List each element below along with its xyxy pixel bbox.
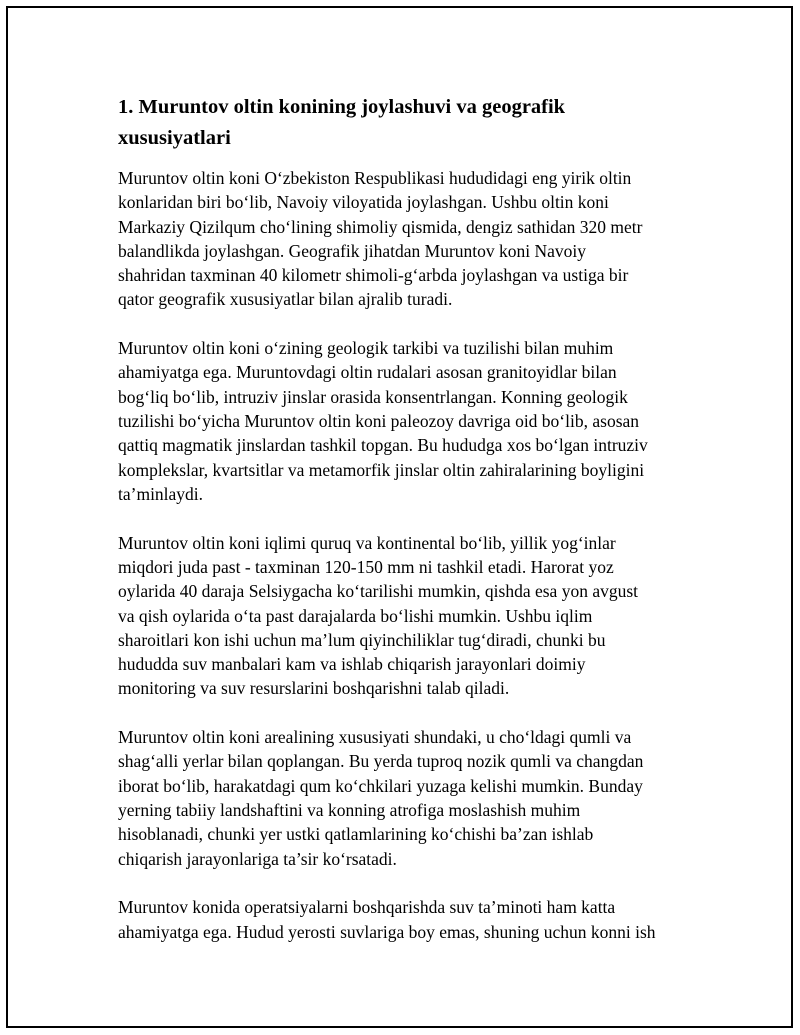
- text-line: konlaridan biri bo‘lib, Navoiy viloyatida joylashgan. Ushbu oltin koni: [118, 192, 609, 213]
- text-line: chiqarish jarayonlariga ta’sir ko‘rsatadi.: [118, 848, 397, 869]
- text-line: sharoitlari kon ishi uchun ma’lum qiyinchiliklar tug‘diradi, chunki bu: [118, 629, 606, 650]
- text-line: tuzilishi bo‘yicha Muruntov oltin koni paleozoy davriga oid bo‘lib, asosan: [118, 411, 640, 432]
- text-line: hisoblanadi, chunki yer ustki qatlamlarining ko‘chishi ba’zan ishlab: [118, 824, 594, 845]
- text-line: Muruntov konida operatsiyalarni boshqarishda suv ta’minoti ham katta: [118, 897, 616, 918]
- text-line: qator geografik xususiyatlar bilan ajralib turadi.: [118, 289, 453, 310]
- heading-line: xususiyatlari: [118, 127, 231, 149]
- text-line: va qish oylarida o‘ta past darajalarda bo‘lishi mumkin. Ushbu iqlim: [118, 605, 593, 626]
- paragraph-climate: [118, 531, 698, 701]
- text-line: ahamiyatga ega. Muruntovdagi oltin rudalari asosan granitoyidlar bilan: [118, 362, 617, 383]
- text-line: ta’minlaydi.: [118, 483, 204, 504]
- text-line: komplekslar, kvartsitlar va metamorfik jinslar oltin zahiralarining boyligini: [118, 459, 645, 480]
- text-line: Muruntov oltin koni o‘zining geologik tarkibi va tuzilishi bilan muhim: [118, 338, 614, 359]
- text-line: bog‘liq bo‘lib, intruziv jinslar orasida konsentrlangan. Konning geologik: [118, 386, 628, 407]
- paragraph-geology: [118, 336, 698, 506]
- text-line: shahridan taxminan 40 kilometr shimoli-g‘arbda joylashgan va ustiga bir: [118, 265, 629, 286]
- text-line: Markaziy Qizilqum cho‘lining shimoliy qismida, dengiz sathidan 320 metr: [118, 216, 643, 237]
- text-line: shag‘alli yerlar bilan qoplangan. Bu yerda tuproq nozik qumli va changdan: [118, 751, 644, 772]
- text-line: qattiq magmatik jinslardan tashkil topgan. Bu hududga xos bo‘lgan intruziv: [118, 435, 648, 456]
- text-line: Muruntov oltin koni arealining xususiyati shundaki, u cho‘ldagi qumli va: [118, 727, 632, 748]
- text-line: ahamiyatga ega. Hudud yerosti suvlariga boy emas, shuning uchun konni ish: [118, 921, 656, 942]
- heading-line: 1. Muruntov oltin konining joylashuvi va geografik: [118, 96, 566, 118]
- text-line: Muruntov oltin koni O‘zbekiston Respublikasi hududidagi eng yirik oltin: [118, 168, 632, 188]
- text-line: hududda suv manbalari kam va ishlab chiqarish jarayonlari doimiy: [118, 654, 586, 675]
- text-line: yerning tabiiy landshaftini va konning atrofiga moslashish muhim: [118, 800, 581, 820]
- paragraph-location: [118, 166, 698, 312]
- text-line: Muruntov oltin koni iqlimi quruq va kontinental bo‘lib, yillik yog‘inlar: [118, 532, 616, 553]
- text-line: miqdori juda past - taxminan 120-150 mm ni tashkil etadi. Harorat yoz: [118, 556, 614, 577]
- text-line: balandlikda joylashgan. Geografik jihatdan Muruntov koni Navoiy: [118, 240, 587, 261]
- text-line: monitoring va suv resurslarini boshqarishni talab qiladi.: [118, 678, 510, 699]
- text-line: iborat bo‘lib, harakatdagi qum ko‘chkilari yuzaga kelishi mumkin. Bunday: [118, 775, 643, 796]
- paragraph-terrain: [118, 725, 698, 871]
- section-heading: [118, 92, 698, 154]
- text-line: oylarida 40 daraja Selsiygacha ko‘tarilishi mumkin, qishda esa yon avgust: [118, 581, 639, 602]
- document-body: [118, 92, 698, 968]
- paragraph-water-supply: [118, 895, 698, 944]
